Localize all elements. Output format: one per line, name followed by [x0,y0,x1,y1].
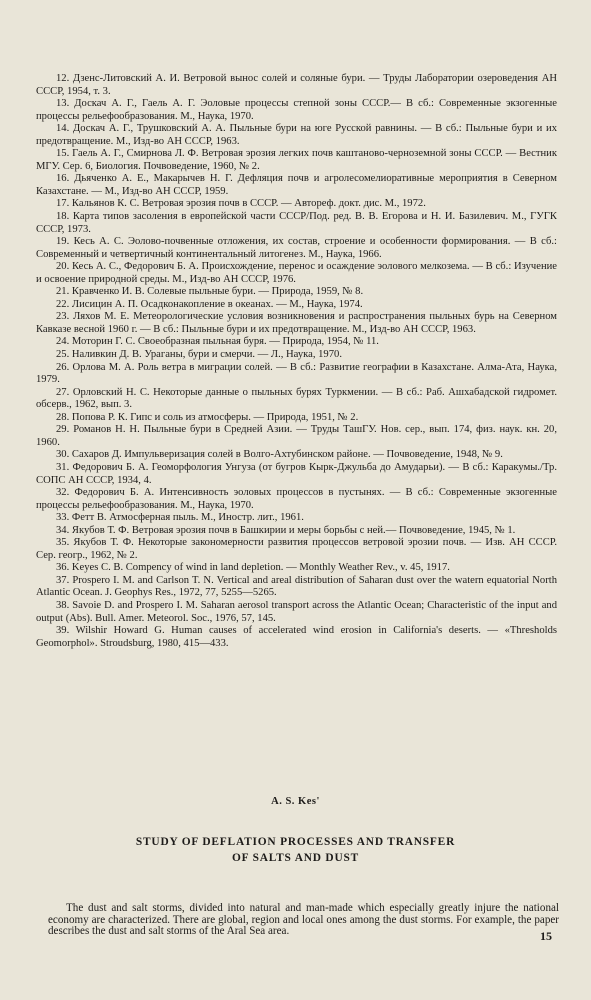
reference-entry: 18. Карта типов засоления в европейской части СССР/Под. ред. В. В. Егорова и Н. И. Базилевич. М., ГУГК СССР, 1973. [36,211,557,235]
reference-entry: 25. Наливкин Д. В. Ураганы, бури и смерчи. — Л., Наука, 1970. [56,349,342,361]
reference-entry: 15. Гаель А. Г., Смирнова Л. Ф. Ветровая эрозия легких почв каштаново-черноземной зоны СССР. — Вестник МГУ. Сер. 6, Биология. Почвоведение, 1960, № 2. [36,148,557,172]
reference-entry: 26. Орлова М. А. Роль ветра в миграции солей. — В сб.: Развитие географии в Казахстане. Алма-Ата, Наука, 1979. [36,361,557,386]
reference-entry: 38. Savoie D. and Prospero I. M. Saharan aerosol transport across the Atlantic Ocean; Characteristic of the input and output (Abs). Bull. Amer. Meteorol. Soc., 1976, 57, 145. [36,599,557,624]
reference-entry: 12. Дзенс-Литовский А. И. Ветровой вынос солей и соляные бури. — Труды Лаборатории озероведения АН СССР, 1954, т. 3. [36,73,557,97]
article-author: A. S. Kes' [271,796,320,807]
reference-entry: 29. Романов Н. Н. Пыльные бури в Средней Азии. — Труды ТашГУ. Нов. сер., вып. 174, физ. наук. кн. 20, 1960. [36,424,557,448]
reference-entry: 23. Ляхов М. Е. Метеорологические условия возникновения и распространения пыльных бурь на Северном Кавказе весной 1960 г. — В сб.: Пыльные бури и их предотвращение. М., Изд-во АН СССР, 1963. [36,311,557,335]
reference-entry: 24. Моторин Г. С. Своеобразная пыльная буря. — Природа, 1954, № 11. [56,336,379,348]
reference-entry: 22. Лисицин А. П. Осадконакопление в океанах. — М., Наука, 1974. [56,298,363,310]
reference-entry: 13. Доскач А. Г., Гаель А. Г. Эоловые процессы степной зоны СССР.— В сб.: Современные экзогенные процессы рельефообразования. М., Наука, 1970. [36,98,557,122]
page-number: 15 [540,929,552,943]
reference-entry: 35. Якубов Т. Ф. Некоторые закономерности развития процессов ветровой эрозии почв. — Изв. АН СССР. Сер. геогр., 1962, № 2. [36,537,557,561]
article-title-line-1: STUDY OF DEFLATION PROCESSES AND TRANSFER [135,836,456,848]
reference-entry: 28. Попова Р. К. Гипс и соль из атмосферы. — Природа, 1951, № 2. [56,411,359,423]
reference-entry: 20. Кесь А. С., Федорович Б. А. Происхождение, перенос и осаждение эолового мелкозема. — В сб.: Изучение и освоение природной среды. М., Изд-во АН СССР, 1976. [36,261,557,285]
reference-entry: 14. Доскач А. Г., Трушковский А. А. Пыльные бури на юге Русской равнины. — В сб.: Пыльные бури и их предотвращение. М., Изд-во АН СССР, 1963. [36,123,557,147]
reference-entry: 39. Wilshir Howard G. Human causes of accelerated wind erosion in California's deserts. — «Thresholds Geomorphol». Stroudsburg, 1980, 415—433. [36,625,557,649]
reference-list [36,73,557,650]
reference-entry: 34. Якубов Т. Ф. Ветровая эрозия почв в Башкирии и меры борьбы с ней.— Почвоведение, 1945, № 1. [56,524,516,536]
article-title-line-2: OF SALTS AND DUST [231,852,359,864]
reference-entry: 19. Кесь А. С. Эолово-почвенные отложения, их состав, строение и особенности формирования. — В сб.: Современный и четвертичный континентальный литогенез. М., Наука, 1966. [36,236,557,260]
reference-entry: 17. Кальянов К. С. Ветровая эрозия почв в СССР. — Автореф. докт. дис. М., 1972. [56,198,426,210]
reference-entry: 30. Сахаров Д. Импульверизация солей в Волго-Ахтубинском районе. — Почвоведение, 1948, № 9. [56,449,503,461]
reference-entry: 27. Орловский Н. С. Некоторые данные о пыльных бурях Туркмении. — В сб.: Раб. Ашхабадской гидромет. обсерв., 1962, вып. 3. [36,386,557,411]
reference-entry: 33. Фетт В. Атмосферная пыль. М., Иностр. лит., 1961. [56,512,304,524]
reference-entry: 16. Дьяченко А. Е., Макарычев Н. Г. Дефляция почв и агролесомелиоративные мероприятия в Северном Казахстане. — М., Изд-во АН СССР, 1959. [36,173,557,197]
reference-entry: 37. Prospero I. M. and Carlson T. N. Vertical and areal distribution of Saharan dust over the watern equatorial North Atlantic Ocean. J. Geophys Res., 1972, 77, 5255—5265. [36,574,557,599]
reference-entry: 32. Федорович Б. А. Интенсивность эоловых процессов в пустынях. — В сб.: Современные экзогенные процессы рельефообразования. М., Наука, 1970. [36,487,557,511]
reference-entry: 21. Кравченко И. В. Солевые пыльные бури. — Природа, 1959, № 8. [56,286,364,298]
article-abstract: The dust and salt storms, divided into natural and man-made which especially greatly injure the national economy are characterized. There are global, region and local ones among the dust storms. For example, the paper describes the dust and salt storms of the Aral Sea area. [48,902,559,938]
reference-entry: 31. Федорович Б. А. Геоморфология Унгуза (от бугров Кырк-Джульба до Амударьи). — В сб.: Каракумы./Тр. СОПС АН СССР, 1934, 4. [36,461,557,486]
reference-entry: 36. Keyes C. B. Compency of wind in land depletion. — Monthly Weather Rev., v. 45, 1917. [56,562,450,574]
article-title [0,834,591,866]
